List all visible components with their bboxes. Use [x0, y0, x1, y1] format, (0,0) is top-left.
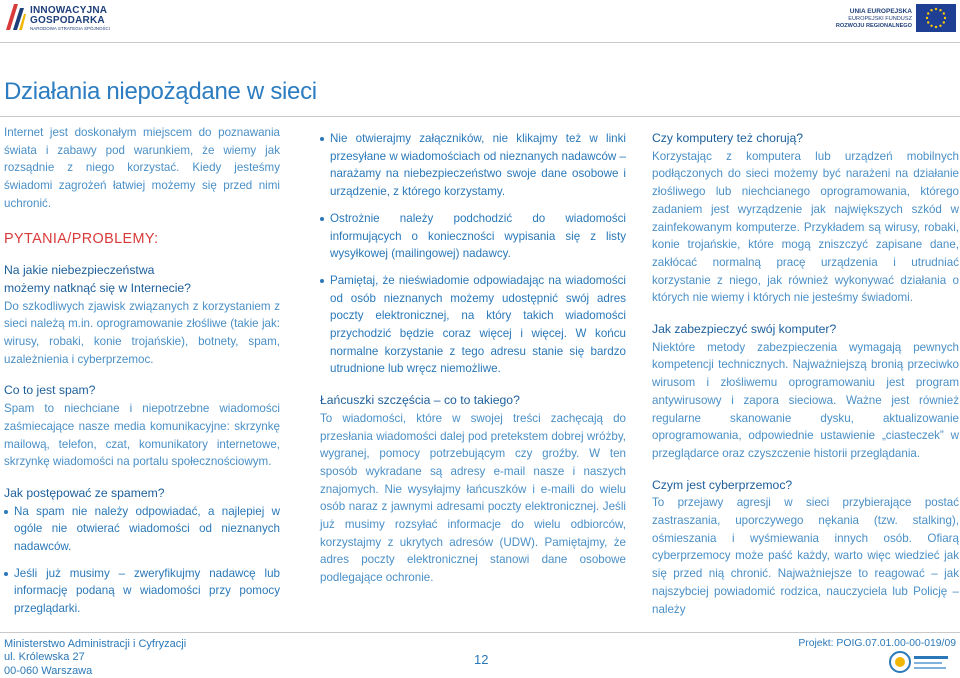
- reply-warning-bullet: Pamiętaj, że nieświadomie odpowiadając na wiadomości od osób nieznanych możemy udostępnić swój adres poczty elektronicznej, na który takich wiadomości przychodzić będzie coraz więcej i więcej. W końcu normalne korzystanie z tego adresu stanie się bardzo utrudnione lub wręcz niemożliwe.: [320, 272, 626, 378]
- logo-left-line3: NARODOWA STRATEGIA SPÓJNOŚCI: [30, 26, 111, 31]
- spam-bullet-1: Na spam nie należy odpowiadać, a najlepiej w ogóle nie otwierać wiadomości od nieznanych nadawców.: [4, 503, 280, 556]
- eu-logo-line2: EUROPEJSKI FUNDUSZ: [848, 16, 912, 22]
- innowacyjna-gospodarka-logo: [6, 4, 116, 36]
- eu-logo-line3: ROZWOJU REGIONALNEGO: [835, 23, 912, 29]
- column-2: [320, 130, 626, 587]
- footer-divider: [0, 632, 960, 633]
- logo-left-line2: GOSPODARKA: [30, 15, 105, 26]
- cyberbullying-paragraph: To przejawy agresji w sieci przybierające postać zastraszania, uporczywego nękania (tzw. stalking), ośmieszania i wyśmiewania innych osób. Ofiarą cyberprzemocy może paść każdy, warto więc wiedzieć jak się przed nią chronić. Najważniejsze to reagować – jak najszybciej powiadomić rodzica, nauczyciela lub Policję – należy: [652, 496, 959, 616]
- spam-paragraph: Spam to niechciane i niepotrzebne wiadomości zaśmiecające nasze media komunikacyjne: skrzynkę mailową, telefon, czat, komunikatory internetowe, skrzynkę wiadomości na portalu społecznościowym.: [4, 402, 280, 469]
- protect-computer-paragraph: Niektóre metody zabezpieczenia wymagają pewnych kompetencji technicznych. Najważniejszą bronią przeciwko wirusom i złośliwemu oprogramowaniu jest program antywirusowy i zapora sieciowa. Ważne jest również regularne skanowanie dysku, aktualizowanie oprogramowania, odpowiednie ustawienie „ciasteczek” w przeglądarce oraz czyszczenie historii przeglądania.: [652, 340, 959, 460]
- eu-logo-line1: UNIA EUROPEJSKA: [849, 8, 912, 15]
- title-divider: [0, 116, 960, 117]
- spam-bullet-2: Jeśli już musimy – zweryfikujmy nadawcę lub informację podaną w wiadomości przy pomocy przeglądarki.: [4, 565, 280, 618]
- column-1: [4, 124, 280, 618]
- page-title: Działania niepożądane w sieci: [4, 78, 317, 105]
- computer-sick-heading: Czy komputery też chorują?: [652, 131, 804, 145]
- question-1: Na jakie niebezpieczeństwa możemy natknąć się w Internecie?: [4, 263, 191, 295]
- footer-street: ul. Królewska 27: [4, 651, 85, 664]
- attachment-bullet: Nie otwierajmy załączników, nie klikajmy też w linki przesyłane w wiadomościach od nieznanych nadawców – narażamy na niebezpieczeństwo swoje dane osobowe i urządzenie, z którego korzystamy.: [320, 130, 626, 201]
- logo-left-line1: INNOWACYJNA: [30, 5, 108, 16]
- sfrs-logo: [888, 650, 950, 674]
- intro-paragraph: Internet jest doskonałym miejscem do poznawania świata i zabawy pod warunkiem, że wiemy jak rozsądnie z niego korzystać. Kiedy jesteśmy świadomi zagrożeń łatwiej możemy się przed nimi uchronić.: [4, 126, 280, 210]
- eu-flag-icon: [916, 4, 956, 32]
- question-1-answer: Do szkodliwych zjawisk związanych z korzystaniem z sieci należą m.in. oprogramowanie złośliwe (takie jak: wirusy, robaki, konie trojańskie), botnety, spam, uzależnienia i cyberprzemoc.: [4, 299, 280, 366]
- page-number: 12: [474, 652, 489, 667]
- footer-city: 00-060 Warszawa: [4, 664, 93, 677]
- footer-address: [4, 638, 186, 678]
- spam-heading: Co to jest spam?: [4, 383, 96, 398]
- spam-handling-heading: Jak postępować ze spamem?: [4, 485, 165, 500]
- eu-logo: [826, 2, 956, 36]
- column-3: [652, 130, 959, 618]
- header-divider: [0, 42, 960, 43]
- chain-letters-paragraph: To wiadomości, które w swojej treści zachęcają do przesłania wiadomości dalej pod pretekstem dobrej wróżby, wygranej, pomocy potrzebującym czy groźby. W ten sposób wykradane są adresy e-mail nasze i naszych znajomych. Nie wysyłajmy łańcuszków i e-maili do wielu osób naraz z jawnymi adresami poczty elektronicznej. Jeśli już musimy rozsyłać informacje do wielu odbiorców, korzystajmy z ukrytych adresów (UDW). Pamiętajmy, że adres poczty elektronicznej stanowi dane osobowe podlegające ochronie.: [320, 411, 626, 585]
- questions-heading: PYTANIA/PROBLEMY:: [4, 230, 159, 247]
- unsubscribe-bullet: Ostrożnie należy podchodzić do wiadomości informujących o konieczności wypisania się z listy wysyłkowej (mailingowej) nadawcy.: [320, 210, 626, 263]
- chain-letters-heading: Łańcuszki szczęścia – co to takiego?: [320, 393, 520, 408]
- innowacyjna-gospodarka-mark-icon: [6, 4, 26, 30]
- footer-ministry: Ministerstwo Administracji i Cyfryzacji: [4, 638, 187, 650]
- protect-computer-heading: Jak zabezpieczyć swój komputer?: [652, 322, 837, 337]
- computer-sick-paragraph: Korzystając z komputera lub urządzeń mobilnych podłączonych do sieci możemy być narażeni na działanie złośliwego lub niechcianego oprogramowania, którego zadaniem jest wyrządzenie jak największych szkód w zainfekowanym komputerze. Przykładem są wirusy, robaki, konie trojańskie, które mogą zniszczyć zapisane dane, zakłócać normalną pracę urządzenia i utrudniać korzystanie z niego, jak również wykonywać działania o których nie wiemy i których nie jesteśmy świadomi.: [652, 149, 959, 305]
- project-number: Projekt: POIG.07.01.00-00-019/09: [798, 638, 956, 649]
- cyberbullying-heading: Czym jest cyberprzemoc?: [652, 477, 793, 492]
